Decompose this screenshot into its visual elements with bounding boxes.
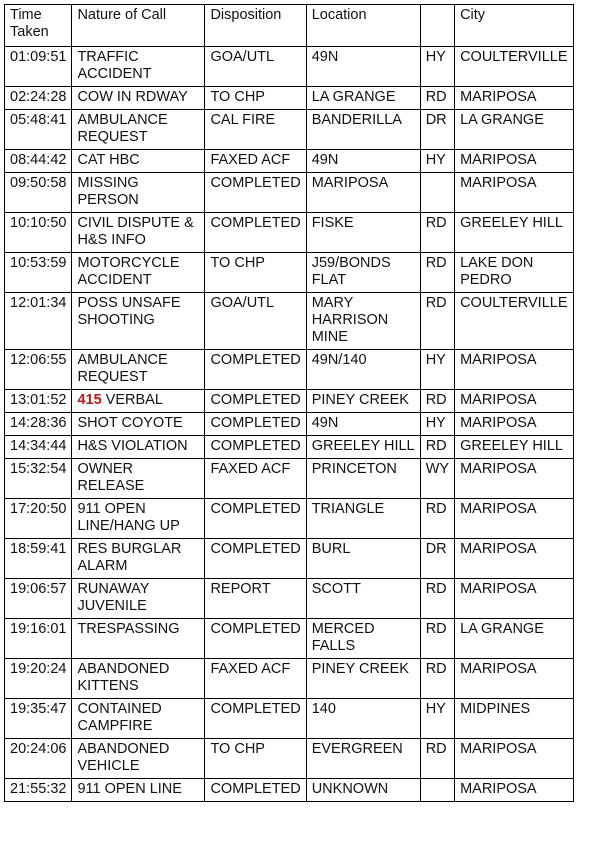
city-cell: LA GRANGE bbox=[455, 110, 573, 150]
city-cell: LAKE DON PEDRO bbox=[455, 253, 573, 293]
time-cell: 08:44:42 bbox=[5, 150, 72, 173]
location-type-cell: RD bbox=[420, 390, 454, 413]
call-code: 415 bbox=[77, 392, 102, 408]
disposition-cell: COMPLETED bbox=[205, 539, 306, 579]
table-row bbox=[5, 350, 574, 390]
disposition-cell: TO CHP bbox=[205, 253, 306, 293]
city-cell: MARIPOSA bbox=[455, 739, 573, 779]
location-type-cell: RD bbox=[420, 739, 454, 779]
location-cell: J59/BONDS FLAT bbox=[306, 253, 420, 293]
location-cell: PRINCETON bbox=[306, 459, 420, 499]
table-row bbox=[5, 436, 574, 459]
location-cell: LA GRANGE bbox=[306, 87, 420, 110]
table-row bbox=[5, 213, 574, 253]
disposition-cell: COMPLETED bbox=[205, 390, 306, 413]
location-cell: UNKNOWN bbox=[306, 779, 420, 802]
location-cell: 49N bbox=[306, 413, 420, 436]
time-cell: 15:32:54 bbox=[5, 459, 72, 499]
city-cell: MARIPOSA bbox=[455, 499, 573, 539]
location-cell: GREELEY HILL bbox=[306, 436, 420, 459]
location-cell: 140 bbox=[306, 699, 420, 739]
disposition-cell: GOA/UTL bbox=[205, 47, 306, 87]
nature-cell: TRAFFIC ACCIDENT bbox=[72, 47, 205, 87]
disposition-cell: TO CHP bbox=[205, 87, 306, 110]
table-row bbox=[5, 739, 574, 779]
table-row bbox=[5, 579, 574, 619]
call-log-body bbox=[5, 47, 574, 802]
time-cell: 09:50:58 bbox=[5, 173, 72, 213]
nature-cell: H&S VIOLATION bbox=[72, 436, 205, 459]
header-city: City bbox=[455, 5, 573, 47]
city-cell: MARIPOSA bbox=[455, 659, 573, 699]
location-cell: BURL bbox=[306, 539, 420, 579]
nature-cell: COW IN RDWAY bbox=[72, 87, 205, 110]
nature-cell bbox=[72, 390, 205, 413]
city-cell: MARIPOSA bbox=[455, 173, 573, 213]
location-cell: PINEY CREEK bbox=[306, 390, 420, 413]
table-row bbox=[5, 173, 574, 213]
time-cell: 18:59:41 bbox=[5, 539, 72, 579]
disposition-cell: FAXED ACF bbox=[205, 459, 306, 499]
city-cell: MARIPOSA bbox=[455, 413, 573, 436]
table-row bbox=[5, 390, 574, 413]
header-location: Location bbox=[306, 5, 420, 47]
table-row bbox=[5, 87, 574, 110]
disposition-cell: COMPLETED bbox=[205, 350, 306, 390]
location-type-cell: HY bbox=[420, 150, 454, 173]
city-cell: COULTERVILLE bbox=[455, 293, 573, 350]
location-cell: TRIANGLE bbox=[306, 499, 420, 539]
time-cell: 13:01:52 bbox=[5, 390, 72, 413]
city-cell: LA GRANGE bbox=[455, 619, 573, 659]
location-type-cell bbox=[420, 173, 454, 213]
city-cell: MARIPOSA bbox=[455, 579, 573, 619]
location-type-cell: RD bbox=[420, 579, 454, 619]
disposition-cell: COMPLETED bbox=[205, 436, 306, 459]
disposition-cell: COMPLETED bbox=[205, 413, 306, 436]
table-row bbox=[5, 459, 574, 499]
time-cell: 17:20:50 bbox=[5, 499, 72, 539]
disposition-cell: GOA/UTL bbox=[205, 293, 306, 350]
header-location-type bbox=[420, 5, 454, 47]
nature-cell: ABANDONED KITTENS bbox=[72, 659, 205, 699]
location-type-cell: HY bbox=[420, 413, 454, 436]
location-type-cell: RD bbox=[420, 499, 454, 539]
location-type-cell: HY bbox=[420, 350, 454, 390]
table-row bbox=[5, 150, 574, 173]
nature-cell: RES BURGLAR ALARM bbox=[72, 539, 205, 579]
location-cell: MARIPOSA bbox=[306, 173, 420, 213]
nature-cell: 911 OPEN LINE bbox=[72, 779, 205, 802]
time-cell: 14:28:36 bbox=[5, 413, 72, 436]
call-log-table bbox=[4, 4, 574, 802]
nature-cell: RUNAWAY JUVENILE bbox=[72, 579, 205, 619]
location-type-cell: HY bbox=[420, 47, 454, 87]
table-row bbox=[5, 659, 574, 699]
location-cell: SCOTT bbox=[306, 579, 420, 619]
city-cell: GREELEY HILL bbox=[455, 436, 573, 459]
disposition-cell: TO CHP bbox=[205, 739, 306, 779]
city-cell: MARIPOSA bbox=[455, 459, 573, 499]
disposition-cell: FAXED ACF bbox=[205, 150, 306, 173]
city-cell: GREELEY HILL bbox=[455, 213, 573, 253]
nature-cell: SHOT COYOTE bbox=[72, 413, 205, 436]
table-row bbox=[5, 619, 574, 659]
time-cell: 10:53:59 bbox=[5, 253, 72, 293]
time-cell: 01:09:51 bbox=[5, 47, 72, 87]
disposition-cell: COMPLETED bbox=[205, 779, 306, 802]
time-cell: 14:34:44 bbox=[5, 436, 72, 459]
time-cell: 19:06:57 bbox=[5, 579, 72, 619]
table-row bbox=[5, 47, 574, 87]
location-type-cell: DR bbox=[420, 539, 454, 579]
nature-cell: CONTAINED CAMPFIRE bbox=[72, 699, 205, 739]
nature-cell: CAT HBC bbox=[72, 150, 205, 173]
location-cell: BANDERILLA bbox=[306, 110, 420, 150]
nature-cell: ABANDONED VEHICLE bbox=[72, 739, 205, 779]
disposition-cell: COMPLETED bbox=[205, 699, 306, 739]
time-cell: 21:55:32 bbox=[5, 779, 72, 802]
time-cell: 19:20:24 bbox=[5, 659, 72, 699]
disposition-cell: COMPLETED bbox=[205, 173, 306, 213]
header-nature-of-call: Nature of Call bbox=[72, 5, 205, 47]
nature-text: VERBAL bbox=[101, 392, 163, 408]
nature-cell: MISSING PERSON bbox=[72, 173, 205, 213]
time-cell: 12:01:34 bbox=[5, 293, 72, 350]
time-cell: 19:16:01 bbox=[5, 619, 72, 659]
location-cell: 49N bbox=[306, 150, 420, 173]
location-type-cell: RD bbox=[420, 253, 454, 293]
time-cell: 12:06:55 bbox=[5, 350, 72, 390]
disposition-cell: FAXED ACF bbox=[205, 659, 306, 699]
nature-cell: MOTORCYCLE ACCIDENT bbox=[72, 253, 205, 293]
location-cell: FISKE bbox=[306, 213, 420, 253]
location-type-cell: RD bbox=[420, 213, 454, 253]
location-cell: MERCED FALLS bbox=[306, 619, 420, 659]
table-row bbox=[5, 539, 574, 579]
city-cell: MARIPOSA bbox=[455, 150, 573, 173]
header-row bbox=[5, 5, 574, 47]
table-row bbox=[5, 110, 574, 150]
location-type-cell bbox=[420, 779, 454, 802]
city-cell: MARIPOSA bbox=[455, 539, 573, 579]
location-type-cell: DR bbox=[420, 110, 454, 150]
city-cell: MIDPINES bbox=[455, 699, 573, 739]
disposition-cell: COMPLETED bbox=[205, 213, 306, 253]
city-cell: MARIPOSA bbox=[455, 350, 573, 390]
nature-cell: 911 OPEN LINE/HANG UP bbox=[72, 499, 205, 539]
city-cell: MARIPOSA bbox=[455, 87, 573, 110]
city-cell: COULTERVILLE bbox=[455, 47, 573, 87]
location-cell: EVERGREEN bbox=[306, 739, 420, 779]
time-cell: 19:35:47 bbox=[5, 699, 72, 739]
location-type-cell: HY bbox=[420, 699, 454, 739]
location-type-cell: RD bbox=[420, 659, 454, 699]
time-cell: 10:10:50 bbox=[5, 213, 72, 253]
disposition-cell: CAL FIRE bbox=[205, 110, 306, 150]
city-cell: MARIPOSA bbox=[455, 390, 573, 413]
nature-cell: AMBULANCE REQUEST bbox=[72, 350, 205, 390]
nature-cell: TRESPASSING bbox=[72, 619, 205, 659]
location-cell: 49N/140 bbox=[306, 350, 420, 390]
header-disposition: Disposition bbox=[205, 5, 306, 47]
location-cell: PINEY CREEK bbox=[306, 659, 420, 699]
table-row bbox=[5, 699, 574, 739]
table-row bbox=[5, 293, 574, 350]
location-type-cell: RD bbox=[420, 436, 454, 459]
table-row bbox=[5, 253, 574, 293]
disposition-cell: COMPLETED bbox=[205, 499, 306, 539]
disposition-cell: REPORT bbox=[205, 579, 306, 619]
disposition-cell: COMPLETED bbox=[205, 619, 306, 659]
location-type-cell: RD bbox=[420, 619, 454, 659]
location-cell: 49N bbox=[306, 47, 420, 87]
table-row bbox=[5, 779, 574, 802]
location-type-cell: RD bbox=[420, 87, 454, 110]
table-row bbox=[5, 413, 574, 436]
nature-cell: POSS UNSAFE SHOOTING bbox=[72, 293, 205, 350]
nature-cell: CIVIL DISPUTE & H&S INFO bbox=[72, 213, 205, 253]
time-cell: 02:24:28 bbox=[5, 87, 72, 110]
location-cell: MARY HARRISON MINE bbox=[306, 293, 420, 350]
time-cell: 20:24:06 bbox=[5, 739, 72, 779]
location-type-cell: WY bbox=[420, 459, 454, 499]
table-row bbox=[5, 499, 574, 539]
header-time-taken: Time Taken bbox=[5, 5, 72, 47]
city-cell: MARIPOSA bbox=[455, 779, 573, 802]
time-cell: 05:48:41 bbox=[5, 110, 72, 150]
location-type-cell: RD bbox=[420, 293, 454, 350]
nature-cell: OWNER RELEASE bbox=[72, 459, 205, 499]
nature-cell: AMBULANCE REQUEST bbox=[72, 110, 205, 150]
